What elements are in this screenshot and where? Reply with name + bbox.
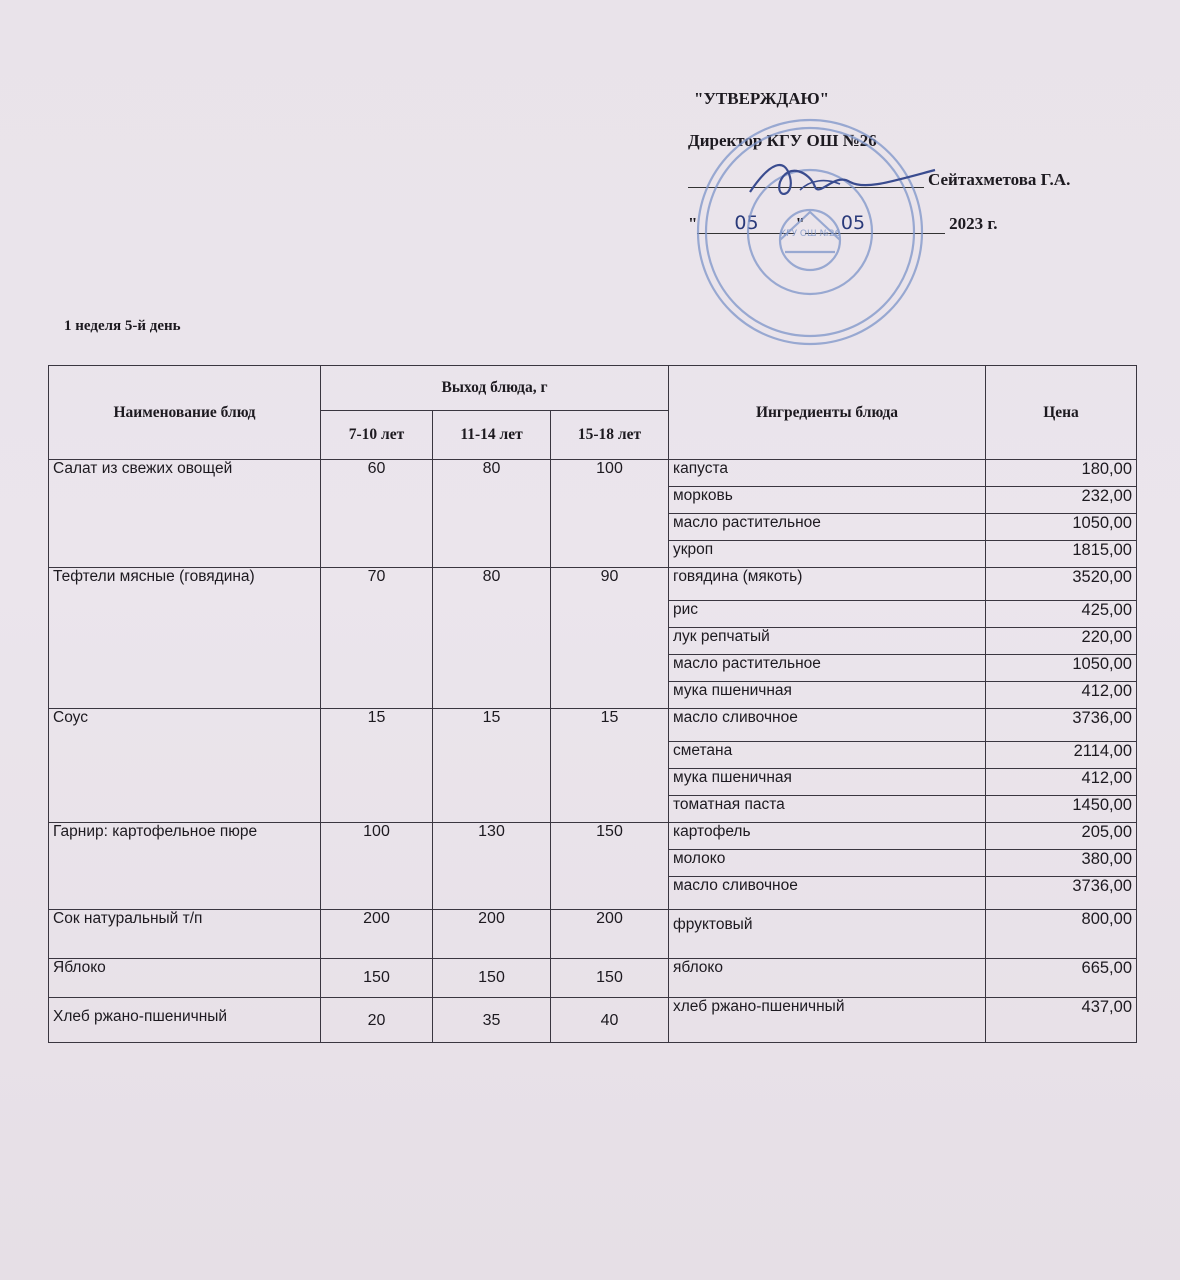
ingredient-price: 1050,00 (986, 655, 1137, 682)
portion-7-10: 15 (321, 709, 433, 823)
table-row (49, 998, 1137, 1043)
dish-name: Тефтели мясные (говядина) (49, 568, 321, 709)
date-open-quote: " (688, 214, 698, 233)
ingredient-name: укроп (669, 541, 986, 568)
portion-11-14: 80 (433, 460, 551, 568)
dish-name: Салат из свежих овощей (49, 460, 321, 568)
ingredient-price: 3736,00 (986, 877, 1137, 910)
ingredient-name: мука пшеничная (669, 769, 986, 796)
ingredient-name: томатная паста (669, 796, 986, 823)
dish-name: Яблоко (49, 959, 321, 998)
ingredient-name: яблоко (669, 959, 986, 998)
header-age-7-10: 7-10 лет (321, 411, 433, 460)
table-row (49, 959, 1137, 998)
ingredient-price: 1450,00 (986, 796, 1137, 823)
portion-11-14: 15 (433, 709, 551, 823)
header-output: Выход блюда, г (321, 366, 669, 411)
portion-15-18: 40 (551, 998, 669, 1043)
ingredient-name: молоко (669, 850, 986, 877)
header-age-15-18: 15-18 лет (551, 411, 669, 460)
portion-11-14: 80 (433, 568, 551, 709)
portion-7-10: 150 (321, 959, 433, 998)
date-year: 2023 г. (949, 214, 998, 233)
date-day: 05 (697, 214, 795, 234)
ingredient-price: 232,00 (986, 487, 1137, 514)
director-position: Директор КГУ ОШ №26 (688, 131, 877, 150)
dish-name: Гарнир: картофельное пюре (49, 823, 321, 910)
approval-title: "УТВЕРЖДАЮ" (694, 89, 830, 108)
date-mid-quote: " (795, 214, 805, 233)
ingredient-price: 665,00 (986, 959, 1137, 998)
ingredient-price: 425,00 (986, 601, 1137, 628)
ingredient-name: мука пшеничная (669, 682, 986, 709)
dish-name: Хлеб ржано-пшеничный (49, 998, 321, 1043)
portion-15-18: 200 (551, 910, 669, 959)
ingredient-name: фруктовый (669, 910, 986, 959)
director-signature (740, 152, 940, 212)
ingredient-price: 220,00 (986, 628, 1137, 655)
week-day-label: 1 неделя 5-й день (64, 318, 181, 334)
portion-15-18: 90 (551, 568, 669, 709)
portion-15-18: 150 (551, 959, 669, 998)
ingredient-name: лук репчатый (669, 628, 986, 655)
portion-11-14: 35 (433, 998, 551, 1043)
header-ingredients: Ингредиенты блюда (669, 366, 986, 460)
menu-table (48, 365, 1137, 1043)
ingredient-name: капуста (669, 460, 986, 487)
ingredient-name: масло сливочное (669, 877, 986, 910)
dish-name: Сок натуральный т/п (49, 910, 321, 959)
ingredient-name: рис (669, 601, 986, 628)
portion-7-10: 200 (321, 910, 433, 959)
ingredient-price: 1050,00 (986, 514, 1137, 541)
dish-name: Соус (49, 709, 321, 823)
ingredient-name: масло растительное (669, 514, 986, 541)
ingredient-price: 180,00 (986, 460, 1137, 487)
official-stamp (690, 112, 930, 352)
portion-7-10: 60 (321, 460, 433, 568)
table-row (49, 460, 1137, 487)
ingredient-price: 3736,00 (986, 709, 1137, 742)
portion-15-18: 100 (551, 460, 669, 568)
header-price: Цена (986, 366, 1137, 460)
ingredient-price: 412,00 (986, 769, 1137, 796)
ingredient-price: 380,00 (986, 850, 1137, 877)
ingredient-name: говядина (мякоть) (669, 568, 986, 601)
ingredient-name: морковь (669, 487, 986, 514)
ingredient-name: сметана (669, 742, 986, 769)
portion-7-10: 70 (321, 568, 433, 709)
ingredient-price: 2114,00 (986, 742, 1137, 769)
date-month: 05 (805, 214, 945, 234)
portion-7-10: 100 (321, 823, 433, 910)
header-dish-name: Наименование блюд (49, 366, 321, 460)
ingredient-name: хлеб ржано-пшеничный (669, 998, 986, 1043)
portion-11-14: 200 (433, 910, 551, 959)
ingredient-price: 800,00 (986, 910, 1137, 959)
ingredient-name: картофель (669, 823, 986, 850)
stamp-text: КГУ ОШ №26 (779, 229, 841, 239)
portion-11-14: 130 (433, 823, 551, 910)
table-row (49, 910, 1137, 959)
ingredient-price: 1815,00 (986, 541, 1137, 568)
header-age-11-14: 11-14 лет (433, 411, 551, 460)
ingredient-price: 3520,00 (986, 568, 1137, 601)
table-row (49, 823, 1137, 850)
table-row (49, 709, 1137, 742)
ingredient-price: 412,00 (986, 682, 1137, 709)
table-row (49, 568, 1137, 601)
portion-7-10: 20 (321, 998, 433, 1043)
director-name: Сейтахметова Г.А. (928, 170, 1071, 189)
portion-15-18: 15 (551, 709, 669, 823)
portion-11-14: 150 (433, 959, 551, 998)
ingredient-price: 437,00 (986, 998, 1137, 1043)
ingredient-name: масло сливочное (669, 709, 986, 742)
ingredient-price: 205,00 (986, 823, 1137, 850)
ingredient-name: масло растительное (669, 655, 986, 682)
portion-15-18: 150 (551, 823, 669, 910)
